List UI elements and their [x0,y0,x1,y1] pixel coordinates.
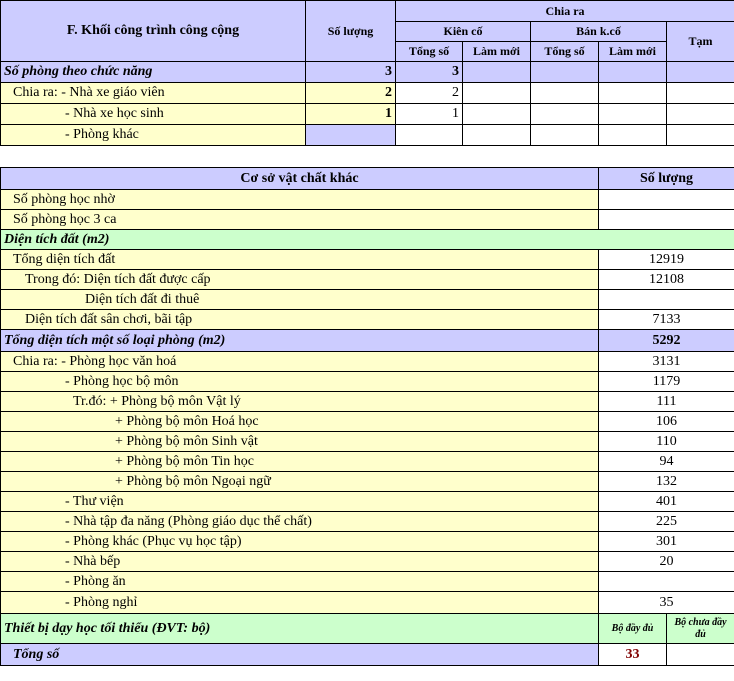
so-luong-header: Số lượng [306,1,396,62]
table-row [1,452,734,472]
row-value[interactable] [599,290,734,310]
section-heading: Diện tích đất (m2) [1,230,734,250]
row-label: - Thư viện [1,492,599,512]
table-row [1,310,734,330]
equipment-col-full: Bộ đầy đủ [599,614,667,644]
equipment-total-full[interactable]: 33 [599,644,667,666]
equipment-total-row [1,644,734,666]
spacer [0,146,734,167]
lam-moi-header: Làm mới [599,42,667,62]
table-row [1,532,734,552]
chia-ra-header: Chia ra [396,1,734,22]
kc-tong-cell[interactable]: 2 [396,83,463,104]
empty-cell[interactable] [599,125,667,146]
table-row [1,83,734,104]
equipment-total-partial[interactable] [667,644,734,666]
so-luong-cell[interactable]: 1 [306,104,396,125]
row-label: + Phòng bộ môn Tin học [1,452,599,472]
other-facilities-table [0,167,734,666]
row-label: - Phòng ăn [1,572,599,592]
row-label: Chia ra: - Phòng học văn hoá [1,352,599,372]
kien-co-header: Kiên cố [396,22,531,42]
table-row [1,125,734,146]
row-label: - Nhà bếp [1,552,599,572]
row-value[interactable]: 20 [599,552,734,572]
empty-cell[interactable] [531,62,599,83]
table-row [1,472,734,492]
tong-so-header: Tổng số [396,42,463,62]
empty-cell[interactable] [463,62,531,83]
empty-cell[interactable] [531,125,599,146]
table-row [1,190,734,210]
table-row [1,352,734,372]
kc-tong-cell[interactable]: 3 [396,62,463,83]
table-row [1,572,734,592]
table-row [1,210,734,230]
row-value[interactable] [599,190,734,210]
table-row [1,412,734,432]
empty-cell[interactable] [531,104,599,125]
tam-header: Tạm [667,22,734,62]
table-row [1,492,734,512]
empty-cell[interactable] [667,83,734,104]
row-label: Trong đó: Diện tích đất được cấp [1,270,599,290]
row-value[interactable] [599,210,734,230]
row-label: Số phòng học 3 ca [1,210,599,230]
table-row [1,392,734,412]
row-value[interactable]: 5292 [599,330,734,352]
row-label: Diện tích đất sân chơi, bãi tập [1,310,599,330]
row-label: - Nhà xe học sinh [1,104,306,125]
empty-cell[interactable] [599,62,667,83]
kc-tong-cell[interactable] [396,125,463,146]
row-value[interactable]: 111 [599,392,734,412]
row-value[interactable]: 106 [599,412,734,432]
table-row [1,250,734,270]
row-value[interactable]: 7133 [599,310,734,330]
equipment-label: Thiết bị dạy học tối thiểu (ĐVT: bộ) [1,614,599,644]
ban-kien-co-header: Bán k.cố [531,22,667,42]
row-value[interactable]: 3131 [599,352,734,372]
equipment-col-partial: Bộ chưa đầy đủ [667,614,734,644]
row-value[interactable]: 225 [599,512,734,532]
table-row [1,330,734,352]
row-value[interactable]: 401 [599,492,734,512]
other-header-value: Số lượng [599,168,734,190]
table-row [1,290,734,310]
other-header-label: Cơ sở vật chất khác [1,168,599,190]
table-row [1,104,734,125]
table-row [1,592,734,614]
so-luong-cell[interactable]: 3 [306,62,396,83]
empty-cell[interactable] [463,104,531,125]
empty-cell[interactable] [667,125,734,146]
row-label: - Phòng khác (Phục vụ học tập) [1,532,599,552]
row-label: - Phòng học bộ môn [1,372,599,392]
table-row [1,552,734,572]
row-label: - Phòng nghỉ [1,592,599,614]
row-value[interactable]: 110 [599,432,734,452]
so-luong-cell[interactable]: 2 [306,83,396,104]
row-label: Tr.đó: + Phòng bộ môn Vật lý [1,392,599,412]
section-heading: Tổng diện tích một số loại phòng (m2) [1,330,599,352]
row-value[interactable]: 94 [599,452,734,472]
section-f-title: F. Khối công trình công cộng [1,1,306,62]
row-value[interactable]: 1179 [599,372,734,392]
kc-tong-cell[interactable]: 1 [396,104,463,125]
row-label: Diện tích đất đi thuê [1,290,599,310]
table-row [1,62,734,83]
row-label: - Nhà tập đa năng (Phòng giáo dục thể chất) [1,512,599,532]
table-row [1,230,734,250]
row-label: Số phòng học nhờ [1,190,599,210]
tong-so-header: Tổng số [531,42,599,62]
empty-cell[interactable] [667,104,734,125]
row-value[interactable] [599,572,734,592]
empty-cell[interactable] [667,62,734,83]
row-value[interactable]: 12108 [599,270,734,290]
row-value[interactable]: 12919 [599,250,734,270]
row-value[interactable]: 35 [599,592,734,614]
empty-cell[interactable] [463,125,531,146]
equipment-header-row [1,614,734,644]
table-row [1,512,734,532]
row-label: + Phòng bộ môn Ngoại ngữ [1,472,599,492]
row-label: + Phòng bộ môn Hoá học [1,412,599,432]
table-row [1,270,734,290]
empty-cell[interactable] [463,83,531,104]
row-label: Chia ra: - Nhà xe giáo viên [1,83,306,104]
empty-cell[interactable] [599,83,667,104]
row-value[interactable]: 132 [599,472,734,492]
so-luong-cell[interactable] [306,125,396,146]
row-label: - Phòng khác [1,125,306,146]
row-label: + Phòng bộ môn Sinh vật [1,432,599,452]
table-row [1,432,734,452]
empty-cell[interactable] [599,104,667,125]
table-row [1,372,734,392]
row-label: Tổng diện tích đất [1,250,599,270]
section-f-table [0,0,734,146]
row-label: Số phòng theo chức năng [1,62,306,83]
empty-cell[interactable] [531,83,599,104]
row-value[interactable]: 301 [599,532,734,552]
equipment-total-label: Tổng số [1,644,599,666]
lam-moi-header: Làm mới [463,42,531,62]
